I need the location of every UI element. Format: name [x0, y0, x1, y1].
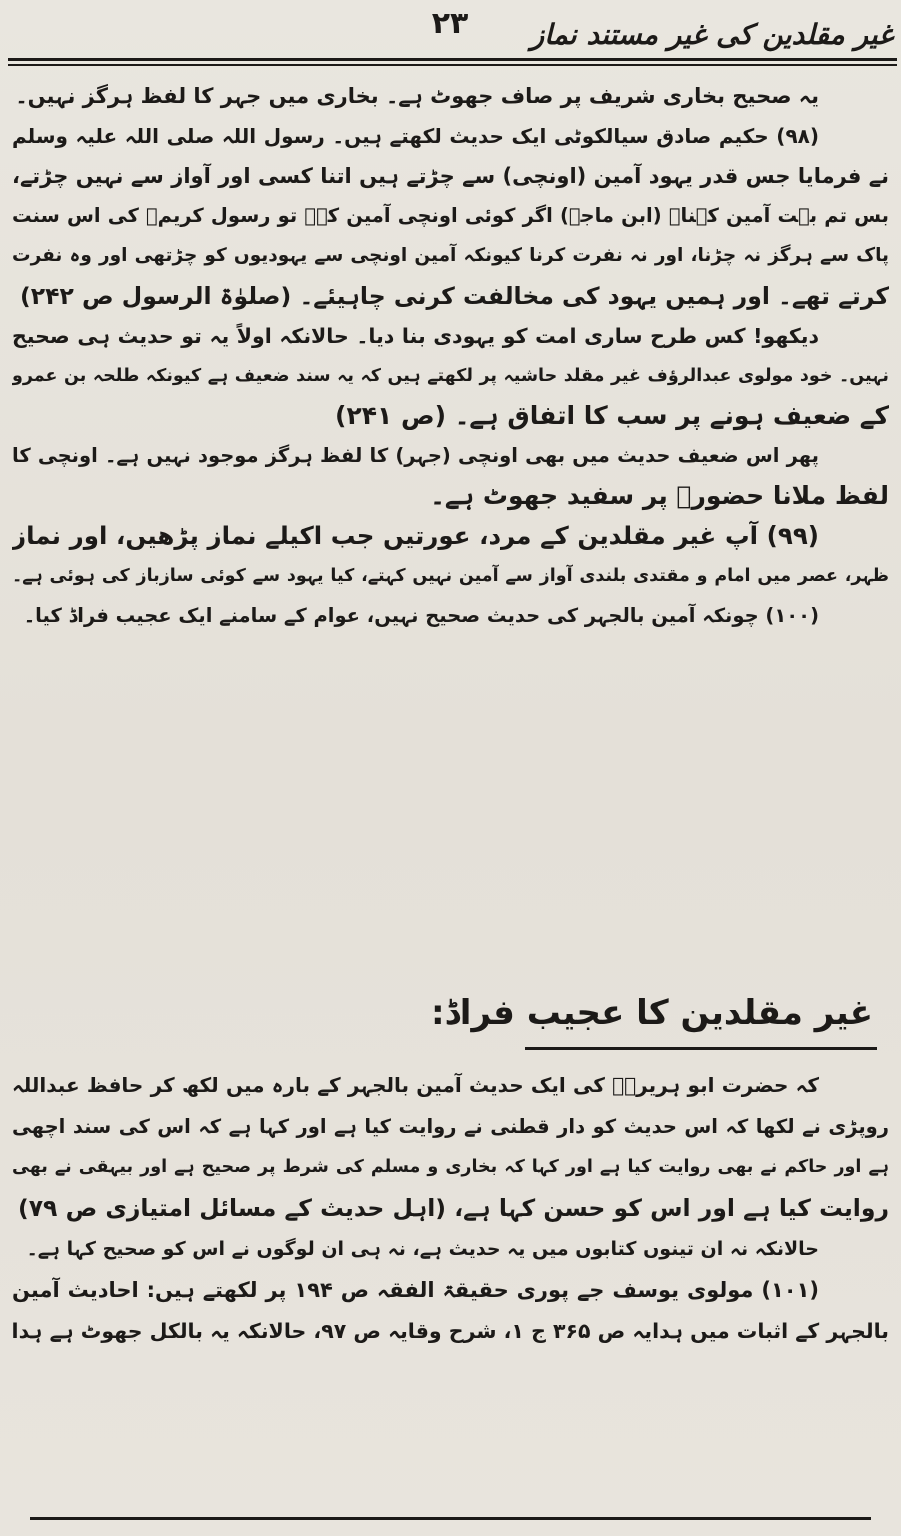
text-line: کہ حضرت ابو ہریرہؓ کی ایک حدیث آمین بالجہر کے بارہ میں لکھ کر حافظ عبداللہ	[12, 1073, 819, 1097]
page-number: ۲۳	[431, 6, 469, 41]
text-line: کے ضعیف ہونے پر سب کا اتفاق ہے۔ (ص ۲۴۱)	[335, 401, 889, 430]
text-line: روپڑی نے لکھا کہ اس حدیث کو دار قطنی نے روایت کیا ہے اور کہا ہے کہ اس کی سند اچھی	[12, 1115, 889, 1138]
text-line: (۱۰۰) چونکہ آمین بالجہر کی حدیث صحیح نہیں، عوام کے سامنے ایک عجیب فراڈ کیا۔	[23, 604, 819, 627]
text-line: کرتے تھے۔ اور ہمیں یہود کی مخالفت کرنی چاہیئے۔ (صلوٰۃ الرسول ص ۲۴۲)	[20, 282, 889, 310]
text-line: بس تم بہت آمین کہنا۔ (ابن ماجہ) اگر کوئی اونچی آمین کہے تو رسول کریمؐ کی اس سنت	[12, 204, 889, 227]
text-line: لفظ ملانا حضورؐ پر سفید جھوٹ ہے۔	[430, 481, 889, 510]
text-line: پاک سے ہرگز نہ چڑنا، اور نہ نفرت کرنا کیونکہ آمین اونچی سے یہودیوں کو چڑتھی اور وہ نفرت	[12, 245, 889, 266]
text-line: یہ صحیح بخاری شریف پر صاف جھوٹ ہے۔ بخاری میں جہر کا لفظ ہرگز نہیں۔	[15, 84, 819, 108]
text-line: ظہر، عصر میں امام و مقتدی بلندی آواز سے آمین نہیں کہتے، کیا یہود سے کوئی سازباز کی ہوئی ہے۔	[12, 566, 889, 586]
text-line: بالجہر کے اثبات میں ہدایہ ص ۳۶۵ ج ۱، شرح وقایہ ص ۹۷، حالانکہ یہ بالکل جھوٹ ہے ہدا	[12, 1319, 889, 1343]
body-text-section-1	[12, 76, 889, 636]
text-line: (۱۰۱) مولوی یوسف جے پوری حقیقۃ الفقہ ص ۱۹۴ پر لکھتے ہیں: احادیث آمین	[12, 1278, 820, 1302]
text-line: نہیں۔ خود مولوی عبدالرؤف غیر مقلد حاشیہ پر لکھتے ہیں کہ یہ سند ضعیف ہے کیونکہ طلحہ بن عمرو	[12, 366, 889, 386]
text-line: پھر اس ضعیف حدیث میں بھی اونچی (جہر) کا لفظ ہرگز موجود نہیں ہے۔ اونچی کا	[12, 444, 819, 467]
text-line: ہے اور حاکم نے بھی روایت کیا ہے اور کہا کہ بخاری و مسلم کی شرط پر صحیح ہے اور بیہقی نے بھی	[12, 1157, 889, 1177]
body-text-section-2	[12, 1065, 889, 1352]
text-line: حالانکہ نہ ان تینوں کتابوں میں یہ حدیث ہے، نہ ہی ان لوگوں نے اس کو صحیح کہا ہے۔	[26, 1238, 819, 1260]
text-line: دیکھو! کس طرح ساری امت کو یہودی بنا دیا۔ حالانکہ اولاً یہ تو حدیث ہی صحیح	[12, 324, 819, 348]
text-line: (۹۹) آپ غیر مقلدین کے مرد، عورتیں جب اکیلے نماز پڑھیں، اور نماز	[12, 521, 819, 550]
page-header	[0, 0, 901, 64]
section-heading: غیر مقلدین کا عجیب فراڈ:	[431, 993, 873, 1033]
heading-underline	[525, 1047, 877, 1050]
text-line: نے فرمایا جس قدر یہود آمین (اونچی) سے چڑتے ہیں اتنا کسی اور آواز سے نہیں چڑتے،	[12, 164, 889, 188]
header-rule-secondary	[8, 64, 897, 66]
text-line: روایت کیا ہے اور اس کو حسن کہا ہے، (اہل حدیث کے مسائل امتیازی ص ۷۹)	[17, 1194, 889, 1222]
header-rule	[8, 58, 897, 61]
running-title: غیر مقلدین کی غیر مستند نماز	[530, 18, 893, 51]
footer-rule	[30, 1517, 871, 1520]
text-line: (۹۸) حکیم صادق سیالکوٹی ایک حدیث لکھتے ہیں۔ رسول اللہ صلی اللہ علیہ وسلم	[12, 124, 819, 148]
